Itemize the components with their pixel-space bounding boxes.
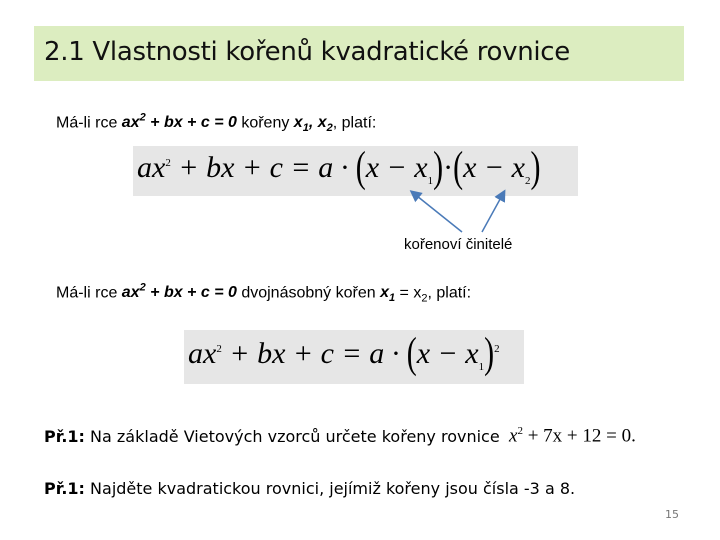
formula-1-factor-1: x − x [365,151,428,184]
example-1-eq-rest: + 7x + 12 = 0. [522,425,636,447]
example-2-label: Př.1: [44,479,85,498]
arrow-to-factor-2 [482,192,504,232]
formula-2-exp: 2 [216,343,222,355]
statement-1-sub1: 1 [302,122,309,135]
formula-2 [188,329,500,378]
formula-2-mid: + bx + c = a · [221,337,407,370]
statement-2-eq-a: ax [121,284,140,302]
statement-1-sub2: 2 [326,122,333,135]
formula-2-box [184,330,524,384]
statement-1-suffix: , platí: [332,114,377,132]
formula-1-paren-close-2: ) [530,143,541,192]
statement-2-prefix: Má-li rce [56,284,122,302]
formula-1-exp: 2 [165,157,171,169]
formula-2-paren-open: ( [406,329,417,378]
statement-2-suffix: , platí: [427,284,472,302]
statement-1-x2: x [317,114,327,132]
statement-2-eq: = x [395,284,422,302]
statement-2 [56,282,471,305]
formula-2-factor: x − x [416,337,479,370]
slide-title: 2.1 Vlastnosti kořenů kvadratické rovnice [44,37,570,67]
statement-1-mid: kořeny [236,114,294,132]
formula-1-factor-2: x − x [463,151,525,184]
example-1 [44,427,500,446]
example-2-text: Najděte kvadratickou rovnici, jejímiž kořeny jsou čísla -3 a 8. [84,479,576,498]
statement-2-mid: dvojnásobný kořen [236,284,381,302]
formula-2-power: 2 [494,343,500,355]
arrow-to-factor-1 [412,192,462,232]
formula-1-paren-close-1: ) [433,143,444,192]
formula-1-factor-2-sub: 2 [524,175,531,187]
example-1-eq-x: x [509,425,518,447]
statement-2-x1: x [380,284,389,302]
statement-1-sep: , [308,114,318,132]
page-number: 15 [665,508,679,521]
statement-2-eq-rest: + bx + c = 0 [145,284,237,302]
formula-1-factor-1-sub: 1 [427,175,434,187]
example-2 [44,479,575,498]
annotation-label: kořenoví činitelé [404,236,513,253]
statement-1-exp: 2 [139,112,146,124]
formula-2-lhs: ax [188,337,217,370]
statement-2-sub1: 1 [388,292,396,305]
formula-1-lhs: ax [137,151,166,184]
formula-1-paren-open-2: ( [453,143,464,192]
example-1-eq-exp: 2 [517,425,523,437]
formula-2-paren-close: ) [484,329,495,378]
statement-2-sub2: 2 [421,292,428,305]
statement-1-eq-a: ax [121,114,140,132]
example-1-equation [509,425,636,447]
formula-1-paren-open-1: ( [355,143,366,192]
example-1-label: Př.1: [44,427,85,446]
formula-2-factor-sub: 1 [478,361,485,373]
formula-1-dot: · [443,151,454,184]
formula-1-mid: + bx + c = a · [170,151,356,184]
statement-2-exp: 2 [139,282,146,294]
statement-1-x1: x [293,114,303,132]
statement-1-prefix: Má-li rce [56,114,122,132]
statement-1-eq-rest: + bx + c = 0 [145,114,237,132]
example-1-text: Na základě Vietových vzorců určete kořeny rovnice [84,427,500,446]
